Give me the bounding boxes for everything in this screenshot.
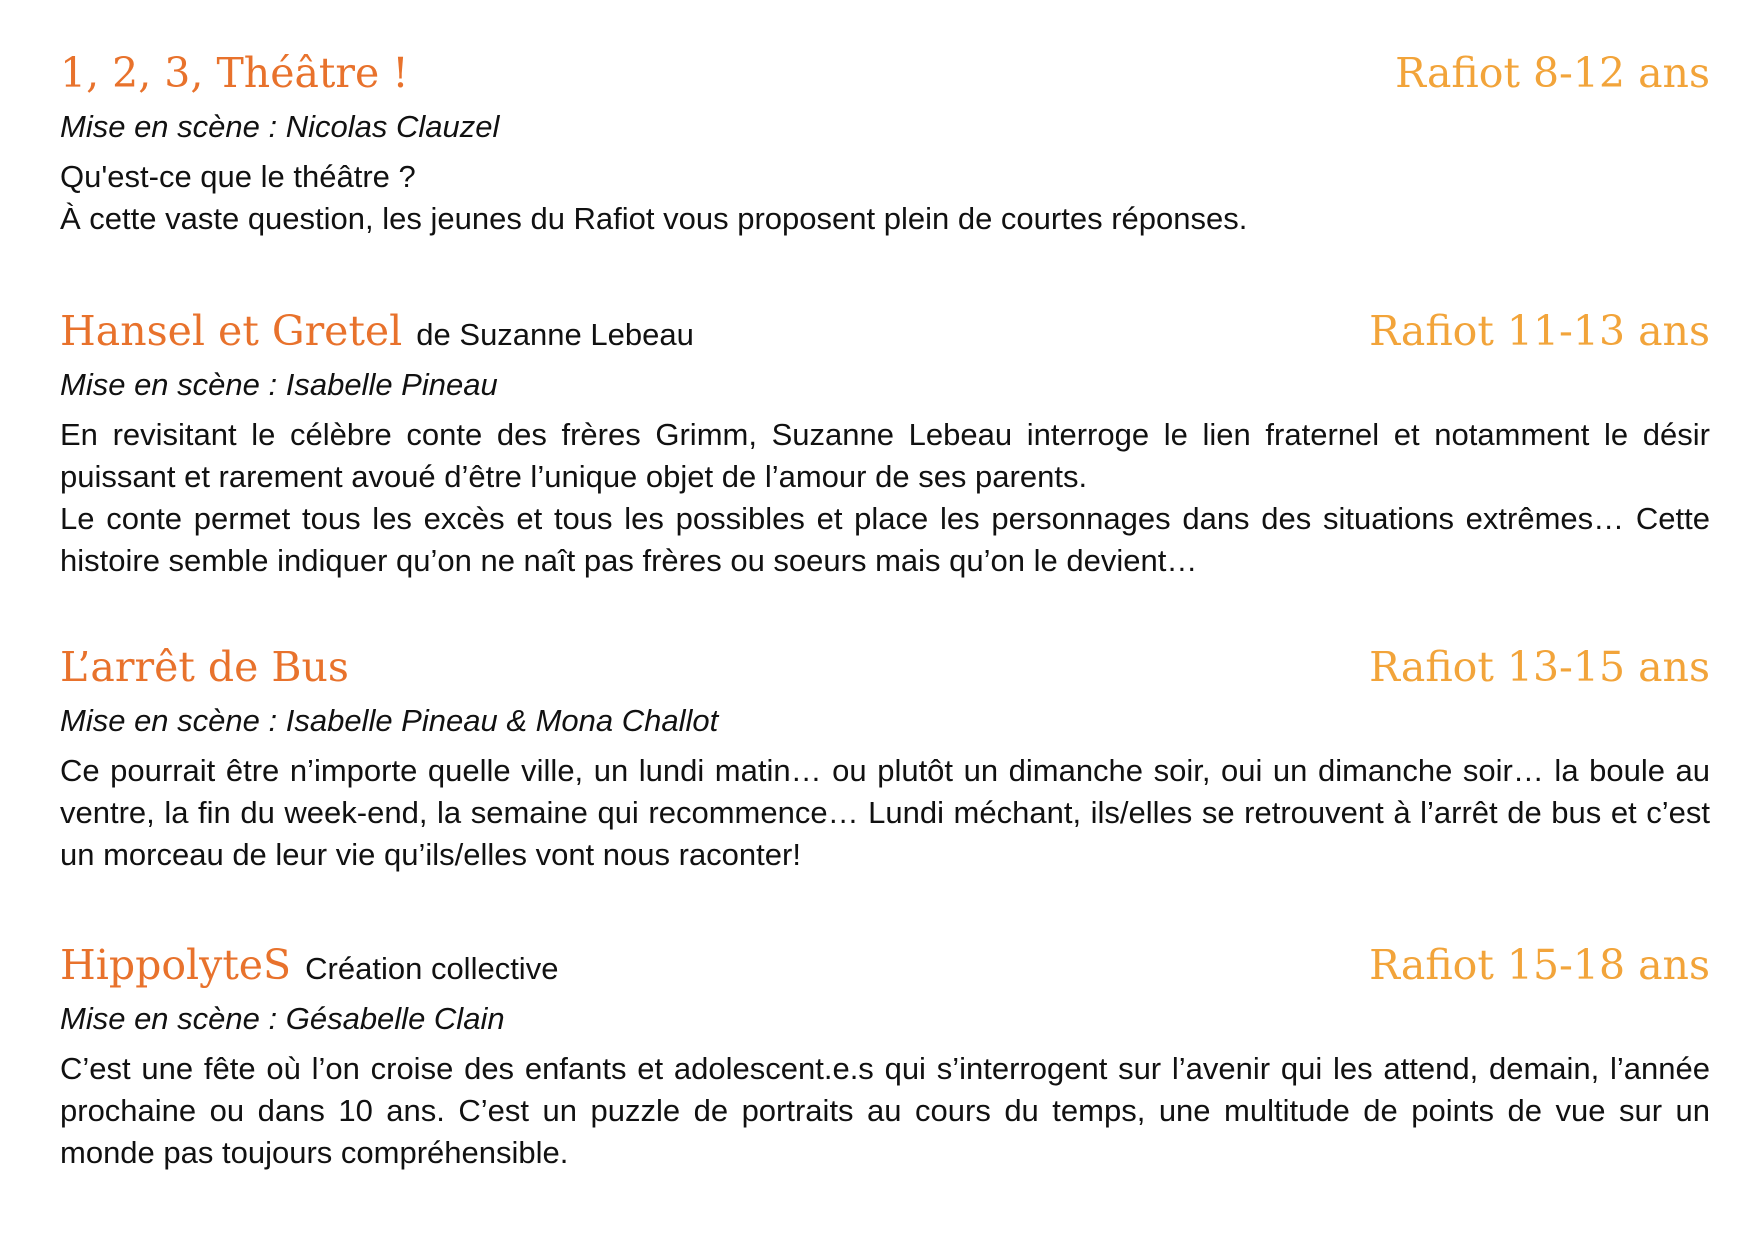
age-group-label: Rafiot 8-12 ans [1395, 49, 1710, 97]
show-title [60, 642, 349, 692]
age-group-label: Rafiot 11-13 ans [1369, 307, 1710, 355]
show-section [60, 40, 1710, 240]
director-credit: Mise en scène : Gésabelle Clain [60, 1001, 505, 1036]
director-credit: Mise en scène : Nicolas Clauzel [60, 109, 500, 144]
description-paragraph: C’est une fête où l’on croise des enfants et adolescent.e.s qui s’interrogent sur l’avenir qui les attend, demain, l’année prochaine ou dans 10 ans. C’est un puzzle de portraits au cours du temps, une multitude de points de vue sur un monde pas toujours compréhensible. [60, 1051, 1710, 1170]
show-description [60, 1048, 1710, 1174]
show-header [60, 634, 1710, 700]
show-section [60, 298, 1710, 582]
description-paragraph: À cette vaste question, les jeunes du Rafiot vous proposent plein de courtes réponses. [60, 201, 1248, 236]
description-paragraph: Qu'est-ce que le théâtre ? [60, 159, 416, 194]
show-title-text: L’arrêt de Bus [60, 643, 349, 691]
show-author: de Suzanne Lebeau [416, 317, 694, 352]
show-title-text: Hansel et Gretel [60, 307, 403, 355]
description-paragraph: En revisitant le célèbre conte des frères Grimm, Suzanne Lebeau interroge le lien fraternel et notamment le désir puissant et rarement avoué d’être l’unique objet de l’amour de ses parents. [60, 417, 1710, 494]
programme-page [60, 40, 1710, 1220]
show-header [60, 932, 1710, 998]
show-author: Création collective [305, 951, 559, 986]
show-description [60, 414, 1710, 582]
description-paragraph: Le conte permet tous les excès et tous les possibles et place les personnages dans des situations extrêmes… Cette histoire semble indiquer qu’on ne naît pas frères ou soeurs mais qu’on le devient… [60, 501, 1710, 578]
age-group-label: Rafiot 13-15 ans [1369, 643, 1710, 691]
show-description [60, 750, 1710, 876]
show-title-text: 1, 2, 3, Théâtre ! [60, 49, 409, 97]
show-title [60, 306, 694, 360]
show-title [60, 48, 409, 98]
age-group-label: Rafiot 15-18 ans [1369, 941, 1710, 989]
description-paragraph: Ce pourrait être n’importe quelle ville, un lundi matin… ou plutôt un dimanche soir, oui un dimanche soir… la boule au ventre, la fin du week-end, la semaine qui recommence… Lundi méchant, ils/elles se retrouvent à l’arrêt de bus et c’est un morceau de leur vie qu’ils/elles vont nous raconter! [60, 753, 1710, 872]
show-title-text: HippolyteS [60, 941, 292, 989]
show-description [60, 156, 1710, 240]
show-section [60, 634, 1710, 876]
show-section [60, 932, 1710, 1174]
director-credit: Mise en scène : Isabelle Pineau & Mona Challot [60, 703, 719, 738]
director-credit: Mise en scène : Isabelle Pineau [60, 367, 498, 402]
show-title [60, 940, 558, 994]
show-header [60, 298, 1710, 364]
show-header [60, 40, 1710, 106]
